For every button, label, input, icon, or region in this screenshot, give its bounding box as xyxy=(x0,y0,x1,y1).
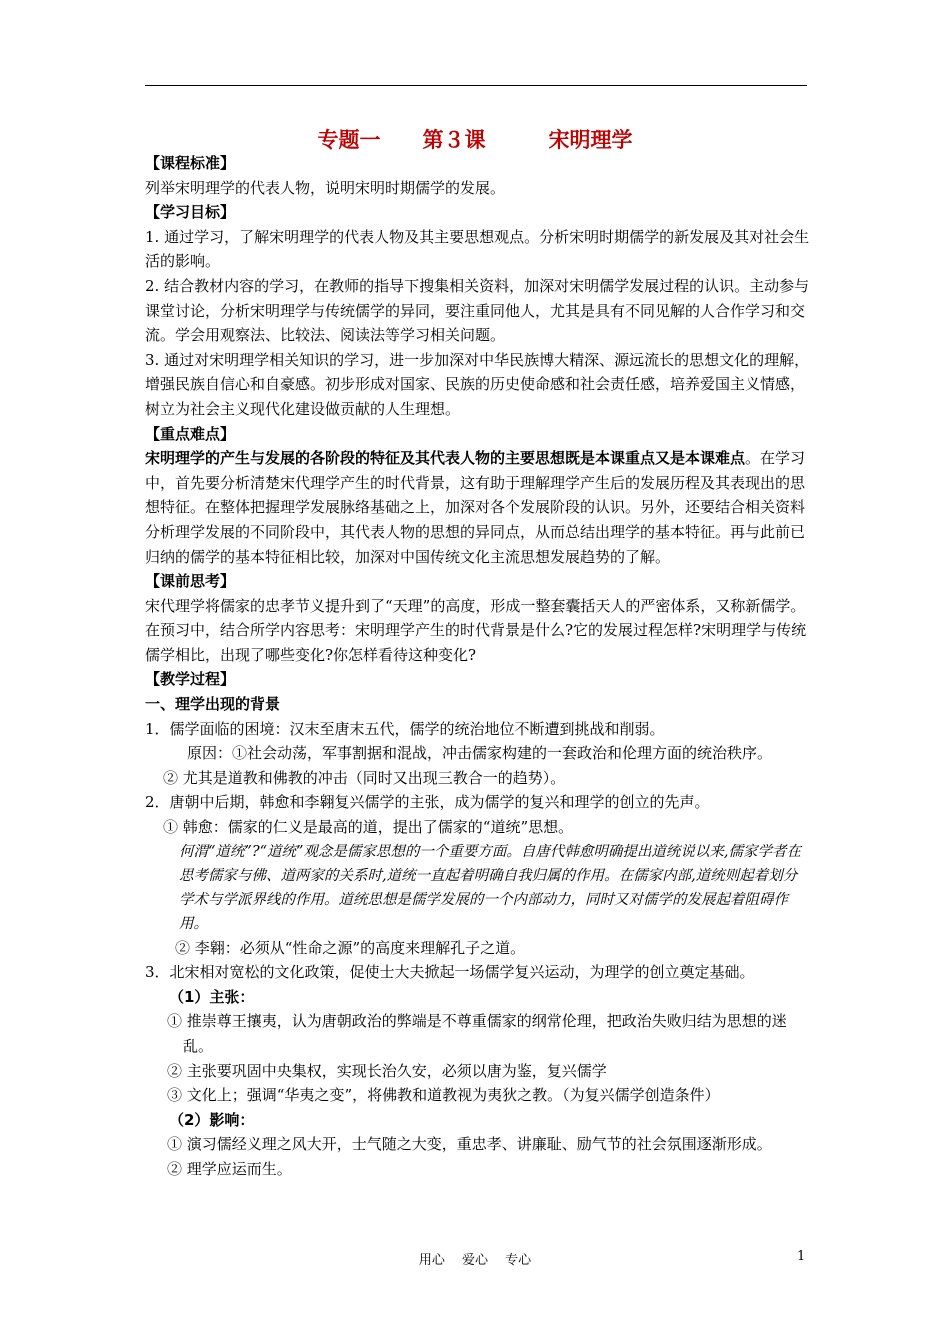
item-2-b: ② 李翱：必须从“性命之源”的高度来理解孔子之道。 xyxy=(175,938,526,957)
item-3-impact-1: ① 演习儒经义理之风大开，士气随之大变，重忠孝、讲廉耻、励气节的社会氛围逐渐形成。 xyxy=(167,1135,772,1154)
item-1-reason: 原因：①社会动荡，军事割据和混战，冲击儒家构建的一套政治和伦理方面的统治秩序。 xyxy=(187,744,773,763)
page-title: 专题一 第３课 宋明理学 xyxy=(317,128,633,152)
process-heading: 【教学过程】 xyxy=(145,670,236,689)
header-rule xyxy=(145,85,807,86)
item-3-impact-2: ② 理学应运而生。 xyxy=(167,1159,292,1178)
part1-heading: 一、理学出现的背景 xyxy=(145,695,281,714)
goals-heading: 【学习目标】 xyxy=(145,203,236,222)
item-3: 3．北宋相对宽松的文化政策，促使士大夫掀起一场儒学复兴运动，为理学的创立奠定基础。 xyxy=(145,963,755,982)
think-heading: 【课前思考】 xyxy=(145,572,236,591)
goal-2: 2. 结合教材内容的学习，在教师的指导下搜集相关资料，加深对宋明儒学发展过程的认识。主动参与课堂讨论，分析宋明理学与传统儒学的异同，要注重同他人，尤其是具有不同见解的人合作学习和交流。学会用观察法、比较法、阅读法等学习相关问题。 xyxy=(145,276,810,345)
item-3-point-1: ① 推崇尊王攘夷，认为唐朝政治的弊端是不尊重儒家的纲常伦理，把政治失败归结为思想的迷乱。 xyxy=(167,1012,787,1055)
daotong-note: 何渭“道统”?“道统”观念是儒家思想的一个重要方面。自唐代韩愈明确提出道统说以来,儒家学者在思考儒家与佛、道两家的关系时,道统一直起着明确自我归属的作用。在儒家内部,道统则起着划分学术与学派界线的作用。道统思想是儒学发展的一个内部动力，同时又对儒学的发展起着阻碍作用。 xyxy=(179,843,802,932)
think-text: 宋代理学将儒家的忠孝节义提升到了“天理”的高度，形成一整套囊括天人的严密体系，又称新儒学。在预习中，结合所学内容思考：宋明理学产生的时代背景是什么?它的发展过程怎样?宋明理学与传统儒学相比，出现了哪些变化?你怎样看待这种变化? xyxy=(145,596,807,664)
goal-3: 3. 通过对宋明理学相关知识的学习，进一步加深对中华民族博大精深、源远流长的思想文化的理解，增强民族自信心和自豪感。初步形成对国家、民族的历史使命感和社会责任感，培养爱国主义情感，树立为社会主义现代化建设做贡献的人生理想。 xyxy=(145,350,810,418)
item-2: 2．唐朝中后期，韩愈和李翱复兴儒学的主张，成为儒学的复兴和理学的创立的先声。 xyxy=(145,793,710,812)
key-text: 。在学习中，首先要分析清楚宋代理学产生的时代背景，这有助于理解理学产生后的发展历程及其表现出的思想特征。在整体把握理学发展脉络基础之上，加深对各个发展阶段的认识。另外，还要结合相关资料分析理学发展的不同阶段中，其代表人物的思想的异同点，从而总结出理学的基本特征。再与此前已归纳的儒学的基本特征相比较，加深对中国传统文化主流思想发展趋势的了解。 xyxy=(145,449,806,566)
item-3-sub-1: （1）主张： xyxy=(169,987,255,1006)
key-bold-text: 宋明理学的产生与发展的各阶段的特征及其代表人物的主要思想既是本课重点又是本课难点 xyxy=(145,449,746,468)
item-3-point-2: ② 主张要巩固中央集权，实现长治久安，必须以唐为鉴，复兴儒学 xyxy=(167,1061,607,1080)
key-heading: 【重点难点】 xyxy=(145,424,236,443)
standard-heading: 【课程标准】 xyxy=(145,154,236,172)
item-3-sub-2: （2）影响： xyxy=(169,1110,255,1129)
document-body xyxy=(145,151,810,1182)
item-1-reason-2: ② 尤其是道教和佛教的冲击（同时又出现三教合一的趋势）。 xyxy=(163,768,566,787)
item-3-point-3: ③ 文化上；强调“华夷之变”，将佛教和道教视为夷狄之教。（为复兴儒学创造条件） xyxy=(167,1086,720,1105)
page-number: 1 xyxy=(797,1249,806,1264)
standard-text: 列举宋明理学的代表人物，说明宋明时期儒学的发展。 xyxy=(145,178,506,197)
item-2-a: ① 韩愈：儒家的仁义是最高的道，提出了儒家的“道统”思想。 xyxy=(163,818,574,837)
goal-1: 1. 通过学习，了解宋明理学的代表人物及其主要思想观点。分析宋明时期儒学的新发展及其对社会生活的影响。 xyxy=(145,227,810,271)
footer-motto: 用心 爱心 专心 xyxy=(418,1253,532,1268)
item-1: 1．儒学面临的困境：汉末至唐末五代，儒学的统治地位不断遭到挑战和削弱。 xyxy=(145,719,665,738)
key-paragraph xyxy=(145,446,810,569)
